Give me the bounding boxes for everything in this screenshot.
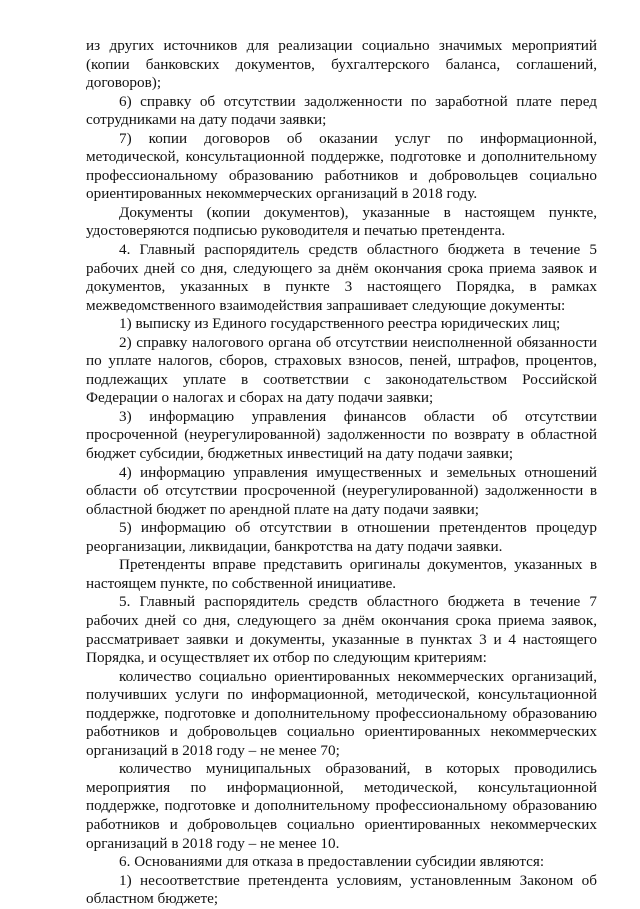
paragraph-refusal-item-1: 1) несоответствие претендента условиям, установленным Законом об областном бюджете;	[86, 871, 597, 908]
paragraph-request-item-2: 2) справку налогового органа об отсутствии неисполненной обязанности по уплате налогов, сборов, страховых взносов, пеней, штрафов, процентов, подлежащих уплате в соответствии с законодательством Российской Федерации о налогах и сборах на дату подачи заявки;	[86, 333, 597, 407]
paragraph-request-item-4: 4) информацию управления имущественных и земельных отношений области об отсутствии просроченной (неурегулированной) задолженности в областной бюджет по арендной плате на дату подачи заявки;	[86, 463, 597, 518]
paragraph-request-item-3: 3) информацию управления финансов области об отсутствии просроченной (неурегулированной) задолженности по возврату в областной бюджет субсидии, бюджетных инвестиций на дату подачи заявки;	[86, 407, 597, 463]
paragraph-certification: Документы (копии документов), указанные в настоящем пункте, удостоверяются подписью руководителя и печатью претендента.	[86, 203, 597, 240]
paragraph-criterion-municipalities: количество муниципальных образований, в которых проводились мероприятия по информационной, методической, консультационной поддержке, подготовке и дополнительному профессиональному образованию работников и добровольцев социально ориентированных некоммерческих организаций в 2018 году – не менее 10.	[86, 760, 597, 852]
paragraph-continuation: из других источников для реализации социально значимых мероприятий (копии банковских документов, бухгалтерского баланса, соглашений, договоров);	[86, 37, 597, 92]
paragraph-request-item-1: 1) выписку из Единого государственного реестра юридических лиц;	[119, 315, 561, 333]
paragraph-section-5: 5. Главный распорядитель средств областного бюджета в течение 7 рабочих дней со дня, следующего за днём окончания срока приема заявок, рассматривает заявки и документы, указанные в пунктах 3 и 4 настоящего Порядка, и осуществляет их отбор по следующим критериям:	[86, 593, 597, 667]
paragraph-criterion-organizations: количество социально ориентированных некоммерческих организаций, получивших услуги по информационной, методической, консультационной поддержке, подготовке и дополнительному профессиональному образованию работников и добровольцев социально ориентированных некоммерческих организаций в 2018 году – не менее 70;	[86, 667, 597, 759]
paragraph-originals: Претенденты вправе представить оригиналы документов, указанных в настоящем пункте, по собственной инициативе.	[86, 556, 597, 592]
paragraph-item-7: 7) копии договоров об оказании услуг по информационной, методической, консультационной поддержке, подготовке и дополнительному профессиональному образованию работников и добровольцев социально ориентированных некоммерческих организаций в 2018 году.	[86, 129, 597, 203]
paragraph-section-6: 6. Основаниями для отказа в предоставлении субсидии являются:	[119, 853, 545, 871]
document-body	[86, 37, 597, 909]
paragraph-item-6: 6) справку об отсутствии задолженности по заработной плате перед сотрудниками на дату подачи заявки;	[86, 92, 597, 129]
paragraph-request-item-5: 5) информацию об отсутствии в отношении претендентов процедур реорганизации, ликвидации, банкротства на дату подачи заявки.	[86, 519, 597, 555]
paragraph-section-4: 4. Главный распорядитель средств областного бюджета в течение 5 рабочих дней со дня, следующего за днём окончания срока приема заявок и документов, указанных в пункте 3 настоящего Порядка, в рамках межведомственного взаимодействия запрашивает следующие документы:	[86, 241, 597, 314]
